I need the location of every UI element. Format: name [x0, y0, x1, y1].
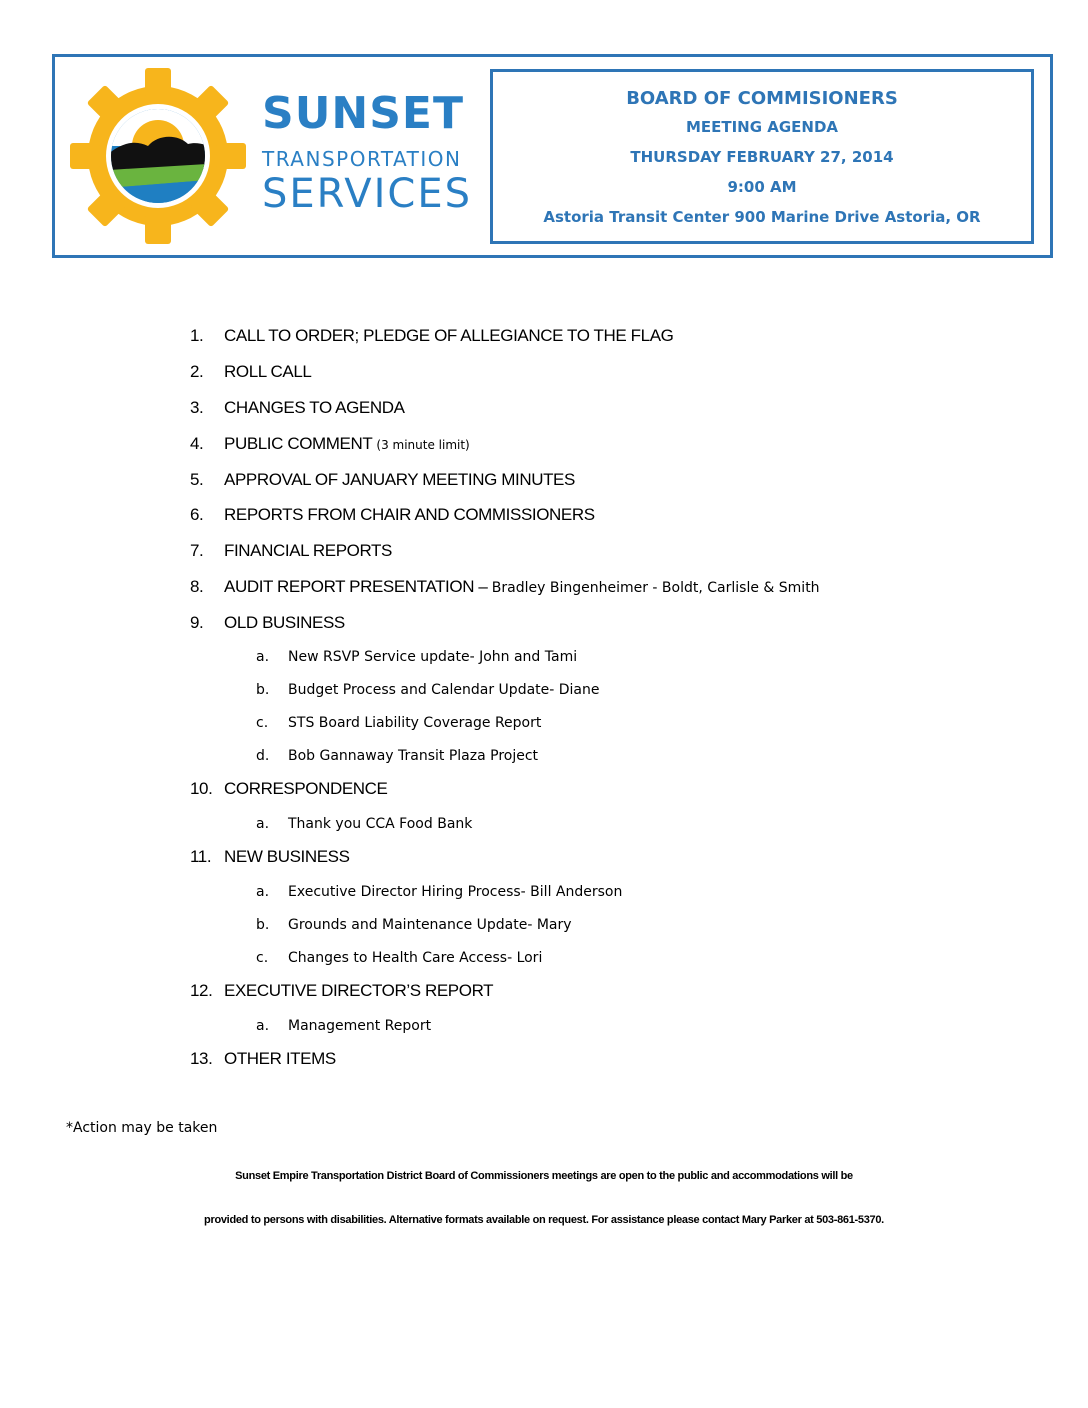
agenda-item-label: OTHER ITEMS: [224, 1049, 336, 1068]
agenda-item-number: 11.: [190, 847, 212, 866]
agenda-item: [190, 326, 673, 346]
meeting-location: Astoria Transit Center 900 Marine Drive Astoria, OR: [543, 208, 981, 226]
agenda-item: [190, 505, 595, 525]
agenda-subitem-label: Thank you CCA Food Bank: [288, 816, 473, 832]
agenda-item-label: PUBLIC COMMENT: [224, 434, 373, 453]
agenda-item-label: CHANGES TO AGENDA: [224, 398, 405, 417]
gear-sun-landscape-logo-icon: [70, 68, 246, 244]
agenda-item-number: 12.: [190, 981, 213, 1000]
agenda-subitem-letter: a.: [256, 816, 270, 832]
agenda-item-number: 10.: [190, 779, 213, 798]
agenda-item: [190, 434, 470, 454]
agenda-subitem: [256, 748, 538, 764]
meeting-title-box: [490, 69, 1034, 244]
agenda-item-label: FINANCIAL REPORTS: [224, 541, 392, 560]
agenda-item: [190, 847, 350, 867]
agenda-item-number: 1.: [190, 326, 204, 345]
agenda-item-number: 7.: [190, 541, 204, 560]
agenda-item-label: ROLL CALL: [224, 362, 312, 381]
agenda-item-number: 3.: [190, 398, 204, 417]
agenda-item-presenter: Bradley Bingenheimer - Boldt, Carlisle & Smith: [491, 580, 820, 596]
logo-wordmark: [262, 88, 473, 217]
agenda-item: [190, 362, 311, 382]
agenda-subitem-letter: c.: [256, 950, 269, 966]
agenda-item-label: AUDIT REPORT PRESENTATION –: [224, 577, 488, 596]
footer-line-2: provided to persons with disabilities. Alternative formats available on request. For assistance please contact Mary Parker at 503-861-5370.: [204, 1214, 884, 1226]
agenda-item: [190, 1049, 336, 1069]
board-title: BOARD OF COMMISIONERS: [626, 88, 898, 109]
agenda-subitem-label: Executive Director Hiring Process- Bill Anderson: [288, 884, 623, 900]
agenda-subitem-letter: c.: [256, 715, 269, 731]
agenda-subitem-letter: a.: [256, 884, 270, 900]
agenda-item: [190, 398, 405, 418]
agenda-item-label: REPORTS FROM CHAIR AND COMMISSIONERS: [224, 505, 595, 524]
agenda-item-number: 8.: [190, 577, 204, 596]
agenda-subitem: [256, 884, 622, 900]
agenda-item-number: 13.: [190, 1049, 213, 1068]
meeting-date: THURSDAY FEBRUARY 27, 2014: [630, 148, 894, 166]
agenda-item: [190, 577, 820, 597]
meeting-agenda-label: MEETING AGENDA: [685, 118, 839, 136]
agenda-subitem-label: Changes to Health Care Access- Lori: [288, 950, 543, 966]
agenda-subitem-label: New RSVP Service update- John and Tami: [288, 649, 578, 665]
agenda-item-label: NEW BUSINESS: [224, 847, 350, 866]
agenda-subitem-label: Bob Gannaway Transit Plaza Project: [288, 748, 539, 764]
agenda-subitem: [256, 682, 600, 698]
agenda-item: [190, 779, 387, 799]
agenda-item: [190, 541, 392, 561]
agenda-item-number: 6.: [190, 505, 204, 524]
agenda-subitem: [256, 950, 542, 966]
agenda-subitem: [256, 649, 577, 665]
agenda-item-note: (3 minute limit): [376, 438, 470, 452]
agenda-item-label: CORRESPONDENCE: [224, 779, 388, 798]
agenda-subitem-letter: b.: [256, 917, 270, 933]
action-note: *Action may be taken: [66, 1120, 218, 1136]
logo-services-text: SERVICES: [262, 171, 473, 217]
agenda-subitem-letter: a.: [256, 1018, 270, 1034]
agenda-item-label: APPROVAL OF JANUARY MEETING MINUTES: [224, 470, 575, 489]
agenda-subitem: [256, 816, 472, 832]
agenda-item-number: 5.: [190, 470, 204, 489]
agenda-subitem-letter: a.: [256, 649, 270, 665]
agenda-item-number: 2.: [190, 362, 204, 381]
footer-line-1: Sunset Empire Transportation District Board of Commissioners meetings are open to the public and accommodations will be: [235, 1170, 853, 1182]
agenda-subitem: [256, 917, 572, 933]
logo-transportation-text: TRANSPORTATION: [262, 147, 462, 171]
agenda-item: [190, 613, 345, 633]
agenda-subitem-label: STS Board Liability Coverage Report: [288, 715, 542, 731]
agenda-item-label: OLD BUSINESS: [224, 613, 345, 632]
agenda-subitem-label: Budget Process and Calendar Update- Diane: [288, 682, 600, 698]
agenda-subitem-letter: d.: [256, 748, 270, 764]
agenda-item-number: 9.: [190, 613, 204, 632]
agenda-subitem-label: Management Report: [288, 1018, 432, 1034]
agenda-item-label: EXECUTIVE DIRECTOR’S REPORT: [224, 981, 494, 1000]
logo-sunset-text: SUNSET: [262, 88, 465, 139]
agenda-subitem-label: Grounds and Maintenance Update- Mary: [288, 917, 572, 933]
agenda-item-label: CALL TO ORDER; PLEDGE OF ALLEGIANCE TO THE FLAG: [224, 326, 674, 345]
meeting-time: 9:00 AM: [727, 178, 797, 196]
agenda-item-number: 4.: [190, 434, 204, 453]
agenda-item: [190, 470, 575, 490]
agenda-item: [190, 981, 493, 1001]
agenda-subitem: [256, 1018, 431, 1034]
agenda-subitem: [256, 715, 541, 731]
agenda-subitem-letter: b.: [256, 682, 270, 698]
